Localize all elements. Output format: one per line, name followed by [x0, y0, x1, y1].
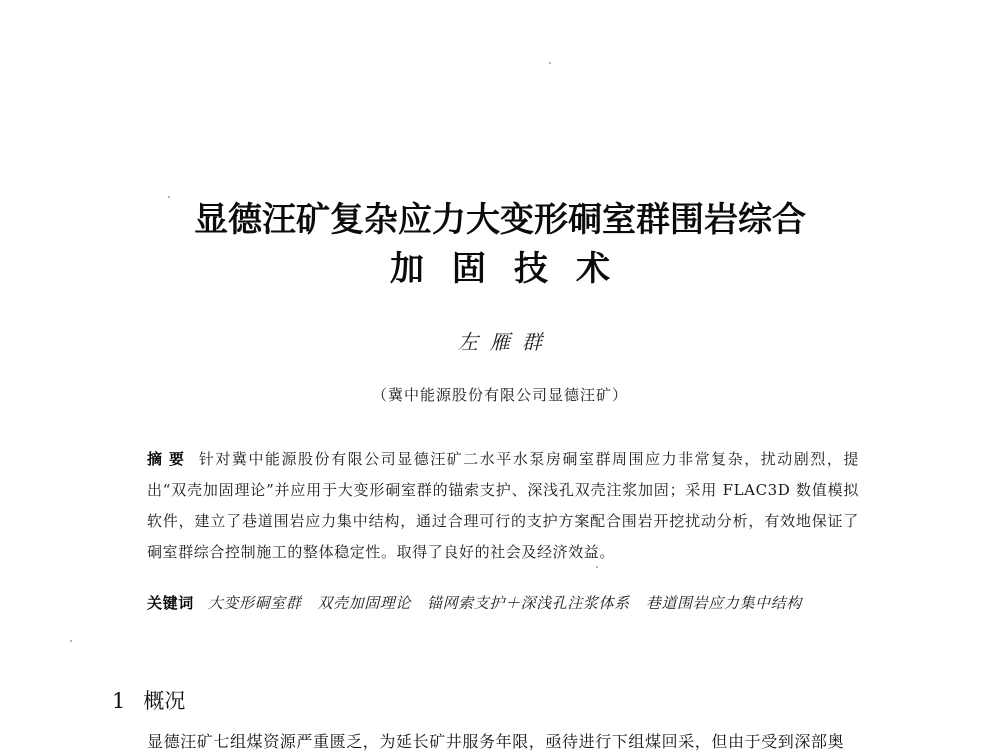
keyword-item: 巷道围岩应力集中结构 [645, 594, 802, 612]
paper-title-line-2: 加固技术 [390, 249, 638, 289]
keyword-item: 大变形硐室群 [207, 594, 302, 612]
keywords [147, 588, 859, 619]
paper-title-line-1: 显德汪矿复杂应力大变形硐室群围岩综合 [194, 200, 806, 240]
scan-speck [549, 62, 551, 64]
scan-speck [596, 566, 598, 568]
keywords-label: 关键词 [147, 594, 194, 612]
scan-speck [70, 640, 72, 642]
body-paragraph-first-line: 显德汪矿七组煤资源严重匮乏，为延长矿井服务年限，亟待进行下组煤回采，但由于受到深部奥 [147, 732, 845, 751]
abstract-label: 摘要 [147, 450, 191, 468]
author-affiliation: （冀中能源股份有限公司显德汪矿） [371, 386, 628, 404]
section-number: 1 [112, 689, 126, 713]
section-title: 概况 [143, 689, 186, 713]
author-name: 左雁群 [458, 330, 554, 354]
abstract [147, 444, 859, 568]
scan-speck [168, 196, 170, 198]
keyword-item: 锚网索支护＋深浅孔注浆体系 [427, 594, 630, 612]
abstract-text: 针对冀中能源股份有限公司显德汪矿二水平水泵房硐室群周围应力非常复杂，扰动剧烈，提出“双壳加固理论”并应用于大变形硐室群的锚索支护、深浅孔双壳注浆加固；采用 FLAC3D 数值模拟软件，建立了巷道围岩应力集中结构，通过合理可行的支护方案配合围岩开挖扰动分析，有效地保证了硐室群综合控制施工的整体稳定性。取得了良好的社会及经济效益。 [147, 450, 859, 561]
keyword-item: 双壳加固理论 [317, 594, 412, 612]
section-heading [112, 686, 185, 716]
